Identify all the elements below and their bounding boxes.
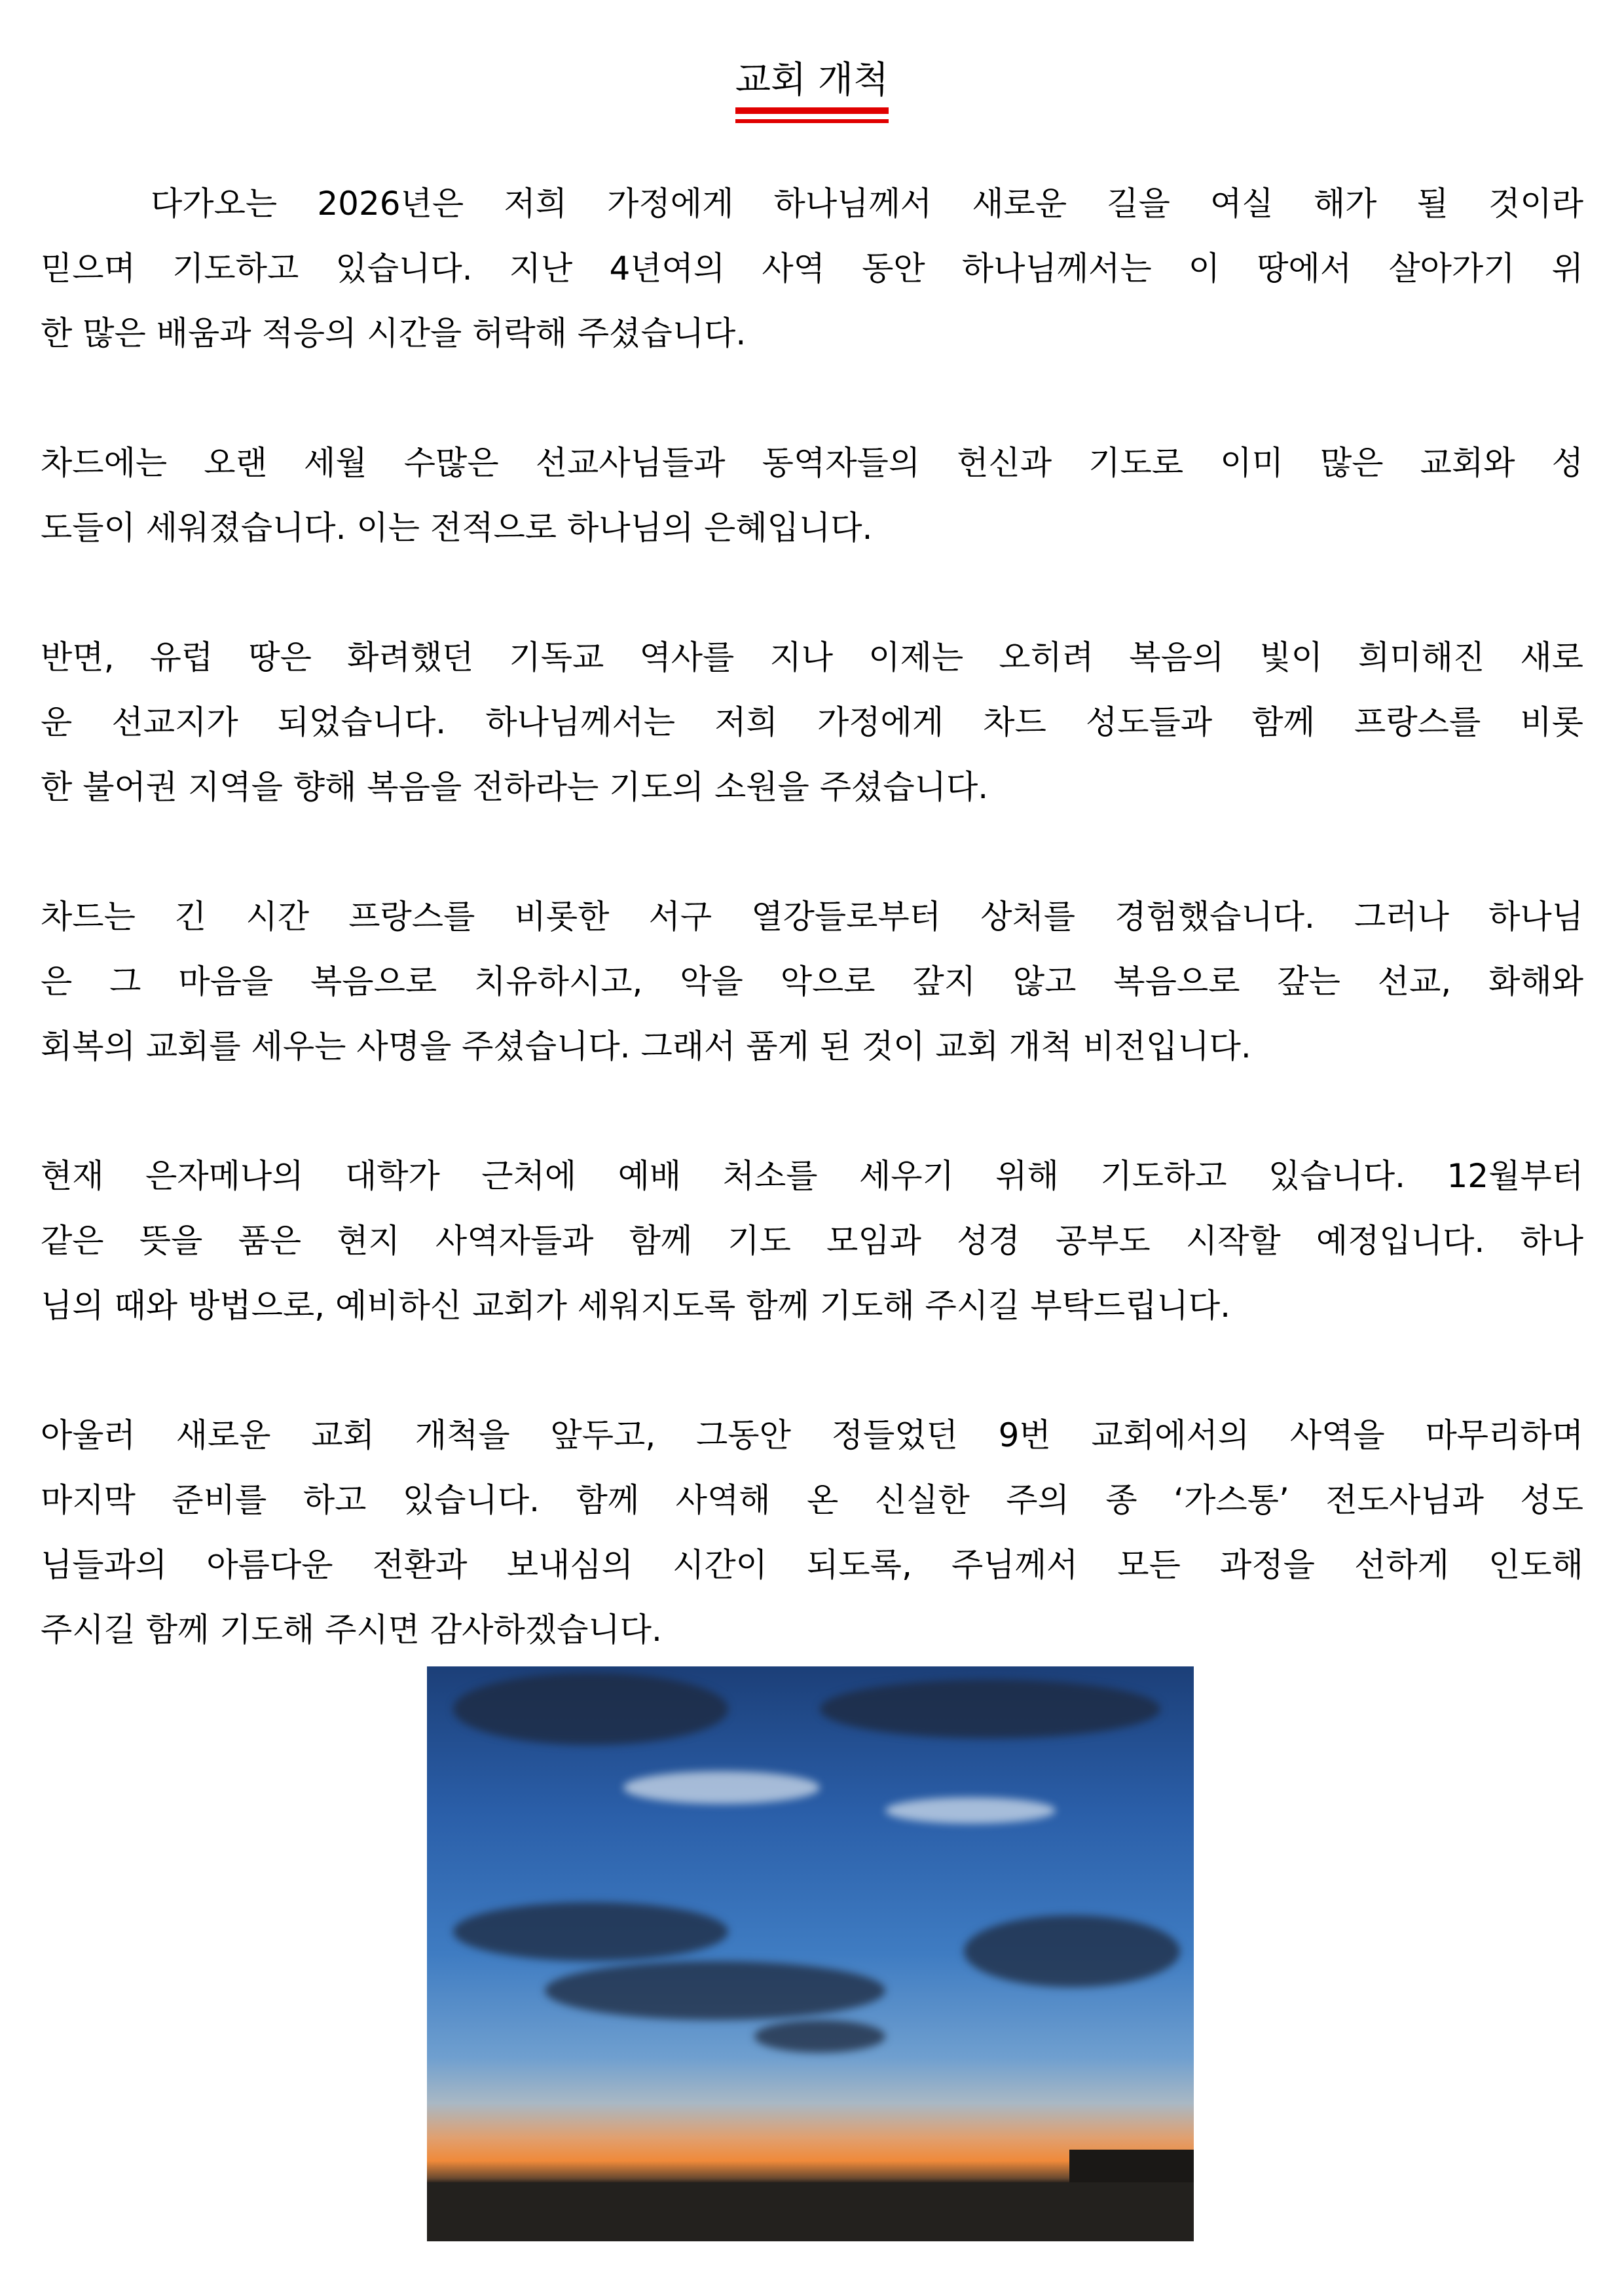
text-line: 반면, 유럽 땅은 화려했던 기독교 역사를 지나 이제는 오히려 복음의 빛이 희미해진 새로: [41, 638, 1583, 676]
paragraph: [41, 431, 1583, 560]
text-line: 차드는 긴 시간 프랑스를 비롯한 서구 열강들로부터 상처를 경험했습니다. 그러나 하나님: [41, 898, 1583, 936]
text-line: 다가오는 2026년은 저희 가정에게 하나님께서 새로운 길을 여실 해가 될 것이라: [151, 185, 1583, 223]
text-line: 차드에는 오랜 세월 수많은 선교사님들과 동역자들의 헌신과 기도로 이미 많은 교회와 성: [41, 444, 1583, 482]
paragraph: [41, 1403, 1583, 1662]
field-ground: [427, 2182, 1194, 2241]
document-body: [41, 172, 1583, 1727]
text-line: 믿으며 기도하고 있습니다. 지난 4년여의 사역 동안 하나님께서는 이 땅에서 살아가기 위: [41, 249, 1583, 287]
paragraph: [41, 1144, 1583, 1338]
text-line: 아울러 새로운 교회 개척을 앞두고, 그동안 정들었던 9번 교회에서의 사역을 마무리하며: [41, 1416, 1583, 1454]
text-line: 님의 때와 방법으로, 예비하신 교회가 세워지도록 함께 기도해 주시길 부탁드립니다.: [41, 1287, 1231, 1325]
text-line: 같은 뜻을 품은 현지 사역자들과 함께 기도 모임과 성경 공부도 시작할 예정입니다. 하나: [41, 1222, 1583, 1260]
text-line: 현재 은자메나의 대학가 근처에 예배 처소를 세우기 위해 기도하고 있습니다. 12월부터: [41, 1157, 1583, 1195]
text-line: 도들이 세워졌습니다. 이는 전적으로 하나님의 은혜입니다.: [41, 509, 873, 547]
text-line: 주시길 함께 기도해 주시면 감사하겠습니다.: [41, 1611, 662, 1649]
page-title-wrap: [0, 58, 1624, 114]
page-title: 교회 개척: [735, 58, 889, 114]
paragraph: [41, 885, 1583, 1079]
text-line: 회복의 교회를 세우는 사명을 주셨습니다. 그래서 품게 된 것이 교회 개척 비전입니다.: [41, 1027, 1251, 1065]
text-line: 한 많은 배움과 적응의 시간을 허락해 주셨습니다.: [41, 314, 747, 352]
sunset-sky-photo: [427, 1666, 1194, 2241]
text-line: 한 불어권 지역을 향해 복음을 전하라는 기도의 소원을 주셨습니다.: [41, 768, 989, 806]
paragraph: [41, 172, 1583, 366]
text-line: 마지막 준비를 하고 있습니다. 함께 사역해 온 신실한 주의 종 ‘가스통’ 전도사님과 성도: [41, 1481, 1583, 1519]
text-line: 은 그 마음을 복음으로 치유하시고, 악을 악으로 갚지 않고 복음으로 갚는 선교, 화해와: [41, 963, 1583, 1001]
paragraph: [41, 625, 1583, 820]
text-line: 운 선교지가 되었습니다. 하나님께서는 저희 가정에게 차드 성도들과 함께 프랑스를 비롯: [41, 703, 1583, 741]
text-line: 님들과의 아름다운 전환과 보내심의 시간이 되도록, 주님께서 모든 과정을 선하게 인도해: [41, 1546, 1583, 1584]
building-silhouette: [1069, 2150, 1194, 2182]
